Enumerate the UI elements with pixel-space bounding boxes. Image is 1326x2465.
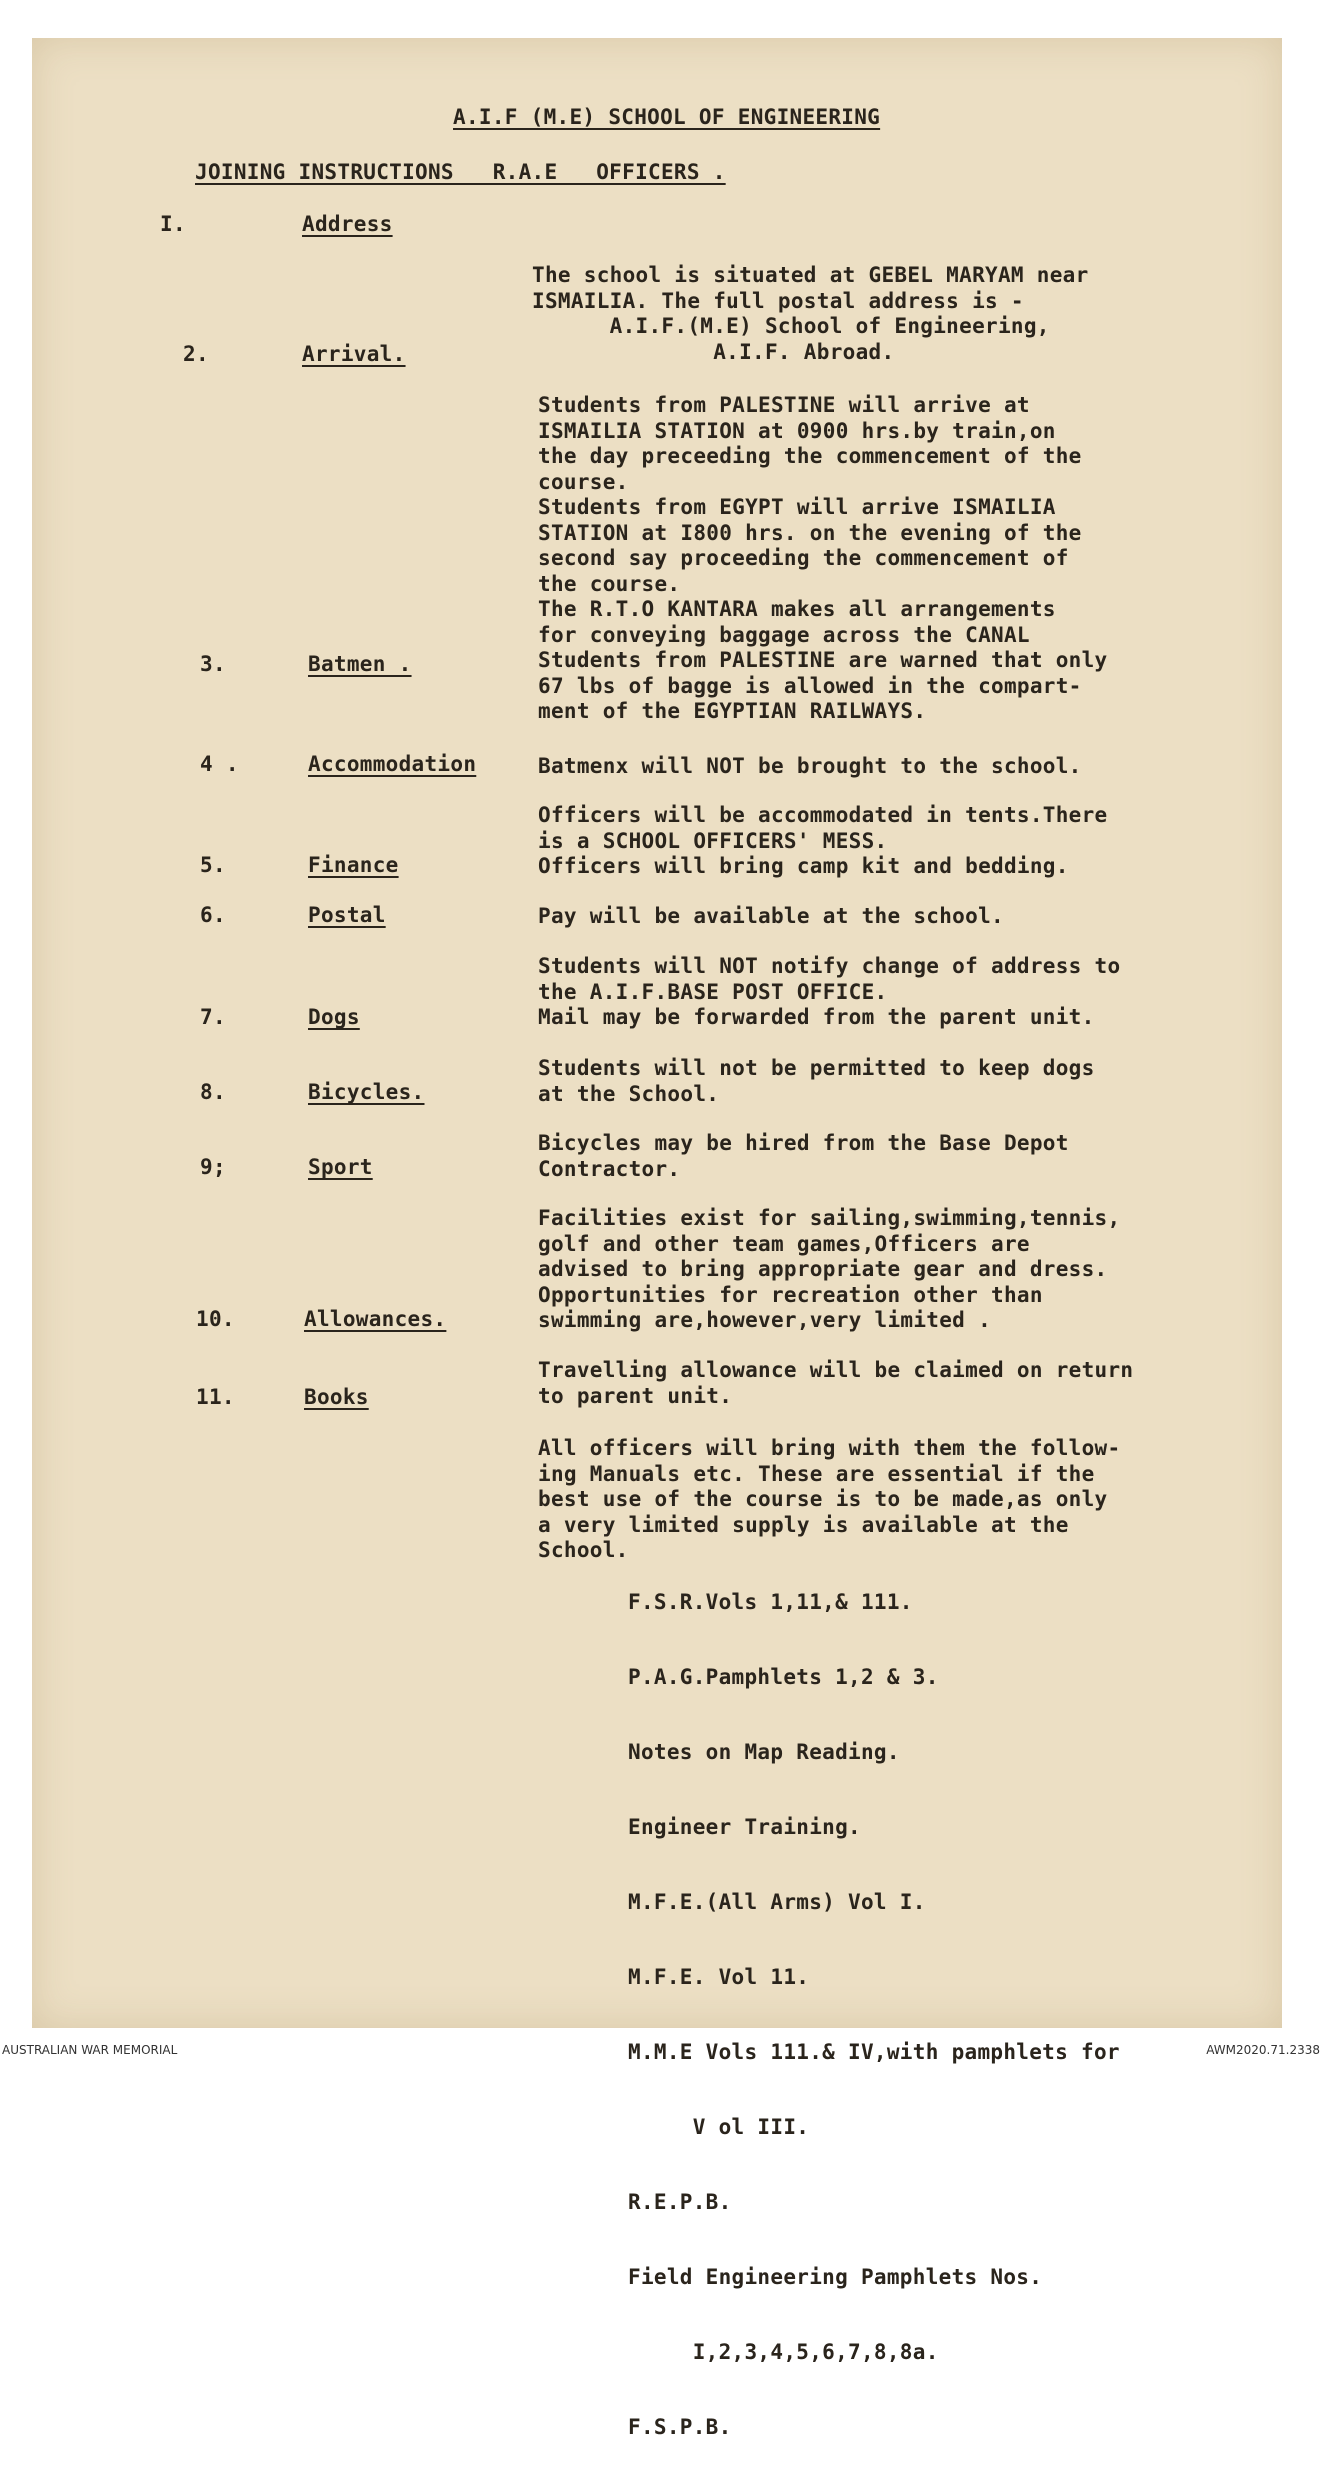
section-number: 11. xyxy=(196,1385,235,1409)
section-body: Travelling allowance will be claimed on return to parent unit. xyxy=(538,1358,1134,1408)
list-item: M.F.E.(All Arms) Vol I. xyxy=(628,1890,926,1914)
section-number: 10. xyxy=(196,1307,235,1331)
section-heading: Dogs xyxy=(308,1005,360,1029)
section-body: Students will NOT notify change of address to the A.I.F.BASE POST OFFICE. Mail may be forwarded from the parent unit. xyxy=(538,954,1121,1029)
section-body: Students will not be permitted to keep dogs at the School. xyxy=(538,1056,1095,1106)
section-number: 3. xyxy=(200,652,226,676)
list-item: R.E.P.B. xyxy=(628,2190,732,2214)
document-title: A.I.F (M.E) SCHOOL OF ENGINEERING xyxy=(453,105,881,129)
section-heading: Bicycles. xyxy=(308,1080,425,1104)
list-item: M.F.E. Vol 11. xyxy=(628,1965,810,1989)
section-heading: Arrival. xyxy=(302,342,406,366)
section-number: 2. xyxy=(183,342,209,366)
list-item: F.S.R.Vols 1,11,& 111. xyxy=(628,1590,913,1614)
list-item: M.M.E Vols 111.& IV,with pamphlets for xyxy=(628,2040,1120,2064)
document-subtitle: JOINING INSTRUCTIONS R.A.E OFFICERS . xyxy=(195,160,726,184)
section-number: 6. xyxy=(200,903,226,927)
section-body: The school is situated at GEBEL MARYAM near ISMAILIA. The full postal address is - A.I.F.(M.E) School of Engineering, A.I.F. Abroad. xyxy=(532,263,1089,364)
section-number: 9; xyxy=(200,1155,226,1179)
section-number: 5. xyxy=(200,853,226,877)
section-heading: Sport xyxy=(308,1155,373,1179)
list-item: Field Engineering Pamphlets Nos. xyxy=(628,2265,1043,2289)
books-list xyxy=(628,1540,1120,2465)
section-heading: Books xyxy=(304,1385,369,1409)
list-item: F.S.P.B. xyxy=(628,2415,732,2439)
section-number: 4 . xyxy=(200,752,239,776)
section-heading: Batmen . xyxy=(308,652,412,676)
section-body: Students from PALESTINE will arrive at ISMAILIA STATION at 0900 hrs.by train,on the day preceeding the commencement of the course. Students from EGYPT will arrive ISMAILIA STATION at I800 hrs. on the evening of the second say proceeding the commencement of the course. The R.T.O KANTARA makes all arrangements for conveying baggage across the CANAL Students from PALESTINE are warned that only 67 lbs of bagge is allowed in the compart- ment of the EGYPTIAN RAILWAYS. xyxy=(538,393,1108,723)
list-item: I,2,3,4,5,6,7,8,8a. xyxy=(628,2340,939,2364)
section-heading: Accommodation xyxy=(308,752,477,776)
list-item: V ol III. xyxy=(628,2115,810,2139)
section-body: All officers will bring with them the follow- ing Manuals etc. These are essential if the best use of the course is to be made,as only a very limited supply is available at the School. xyxy=(538,1436,1121,1562)
section-heading: Postal xyxy=(308,903,386,927)
section-number: I. xyxy=(160,212,186,236)
section-heading: Allowances. xyxy=(304,1307,447,1331)
footer-institution: AUSTRALIAN WAR MEMORIAL xyxy=(2,2043,178,2057)
list-item: Engineer Training. xyxy=(628,1815,861,1839)
section-body: Facilities exist for sailing,swimming,tennis, golf and other team games,Officers are advised to bring appropriate gear and dress. Opportunities for recreation other than swimming are,however,very limited . xyxy=(538,1206,1121,1332)
section-heading: Finance xyxy=(308,853,399,877)
section-body: Officers will be accommodated in tents.There is a SCHOOL OFFICERS' MESS. Officers will bring camp kit and bedding. xyxy=(538,803,1108,878)
section-body: Pay will be available at the school. xyxy=(538,904,1004,928)
list-item: Notes on Map Reading. xyxy=(628,1740,900,1764)
section-body: Batmenx will NOT be brought to the school. xyxy=(538,754,1082,778)
section-number: 8. xyxy=(200,1080,226,1104)
section-heading: Address xyxy=(302,212,393,236)
list-item: P.A.G.Pamphlets 1,2 & 3. xyxy=(628,1665,939,1689)
footer-accession: AWM2020.71.2338 xyxy=(1206,2043,1320,2057)
section-body: Bicycles may be hired from the Base Depot Contractor. xyxy=(538,1131,1069,1181)
section-number: 7. xyxy=(200,1005,226,1029)
